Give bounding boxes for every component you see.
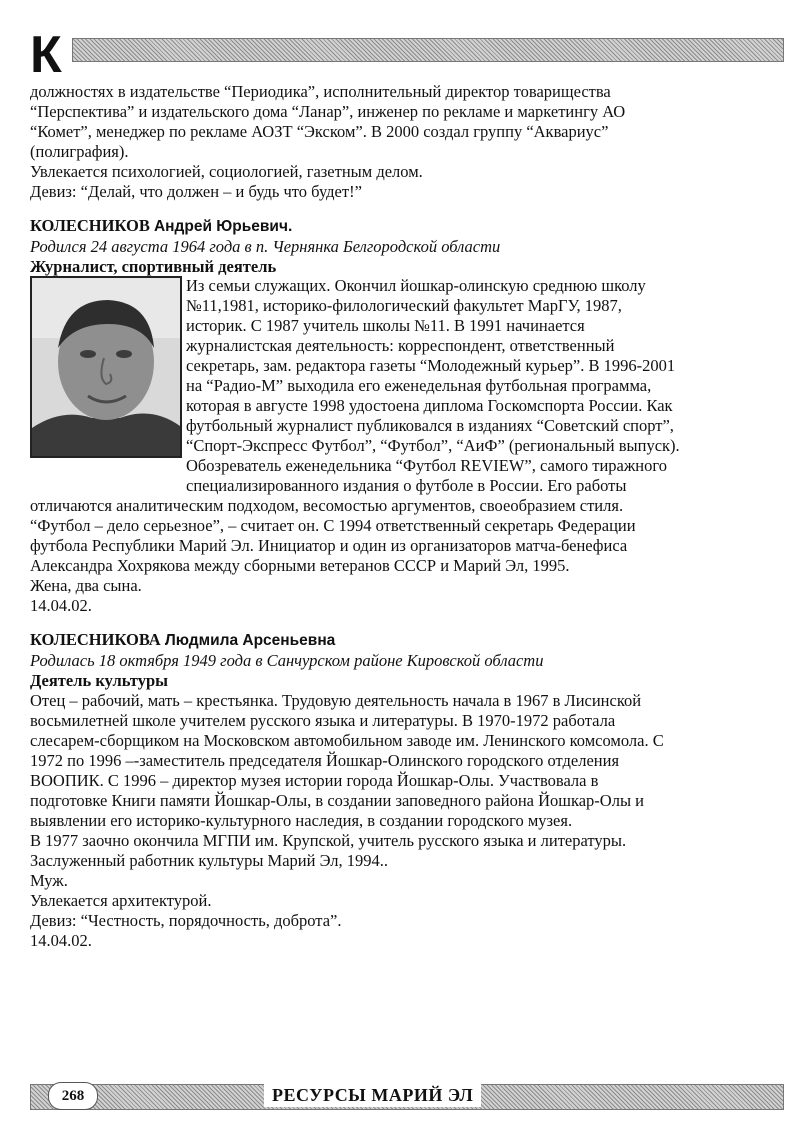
occupation: Деятель культуры — [30, 671, 169, 690]
occupation: Журналист, спортивный деятель — [30, 257, 277, 276]
entry-kolesnikov-bio-wrapped — [186, 276, 782, 496]
text-line: которая в августе 1998 удостоена диплома Госкомспорта России. Как — [186, 396, 673, 415]
text-line: подготовке Книги памяти Йошкар-Олы, в создании заповедного района Йошкар-Олы и — [30, 791, 644, 810]
text-line: отличаются аналитическим подходом, весомостью аргументов, своеобразием стиля. — [30, 496, 624, 515]
entry-kolesnikova — [30, 630, 770, 951]
text-line: должностях в издательстве “Периодика”, исполнительный директор товарищества — [30, 82, 611, 101]
name-surname: КОЛЕСНИКОВА — [30, 630, 161, 649]
text-line: Александра Хохрякова между сборными ветеранов СССР и Марий Эл, 1995. — [30, 556, 570, 575]
person-name — [30, 216, 770, 237]
entry-date: 14.04.02. — [30, 931, 92, 950]
entry-kolesnikov-header — [30, 216, 770, 277]
text-line: восьмилетней школе учителем русского языка и литературы. В 1970-1972 работала — [30, 711, 616, 730]
text-line: Из семьи служащих. Окончил йошкар-олинскую среднюю школу — [186, 276, 646, 295]
intro-text — [30, 82, 770, 202]
text-line: №11,1981, историко-филологический факультет МарГУ, 1987, — [186, 296, 622, 315]
birth-info: Родилась 18 октября 1949 года в Санчурском районе Кировской области — [30, 651, 544, 670]
page-footer — [30, 1082, 782, 1110]
text-line: ВООПИК. С 1996 – директор музея истории города Йошкар-Олы. Участвовала в — [30, 771, 599, 790]
portrait-image — [32, 278, 180, 456]
text-line: “Спорт-Экспресс Футбол”, “Футбол”, “АиФ” (региональный выпуск). — [186, 436, 680, 455]
text-line: “Перспектива” и издательского дома “Ланар”, инженер по рекламе и маркетингу АО — [30, 102, 626, 121]
person-name — [30, 630, 770, 651]
text-line: футбола Республики Марий Эл. Инициатор и один из организаторов матча-бенефиса — [30, 536, 628, 555]
text-line: Девиз: “Честность, порядочность, доброта”. — [30, 911, 342, 930]
text-line: выявлении его историко-культурного наследия, в создании городского музея. — [30, 811, 573, 830]
birth-info: Родился 24 августа 1964 года в п. Чернянка Белгородской области — [30, 237, 501, 256]
section-letter: К — [30, 26, 62, 84]
text-line: Увлекается психологией, социологией, газетным делом. — [30, 162, 423, 181]
text-line: Обозреватель еженедельника “Футбол REVIEW”, самого тиражного — [186, 456, 667, 475]
text-line: слесарем-сборщиком на Московском автомобильном заводе им. Ленинского комсомола. С — [30, 731, 664, 750]
text-line: Муж. — [30, 871, 68, 890]
entry-date: 14.04.02. — [30, 596, 92, 615]
text-line: Отец – рабочий, мать – крестьянка. Трудовую деятельность начала в 1967 в Лисинской — [30, 691, 642, 710]
text-line: (полиграфия). — [30, 142, 129, 161]
section-header — [30, 26, 782, 84]
text-line: “Комет”, менеджер по рекламе АОЗТ “Экском”. В 2000 создал группу “Аквариус” — [30, 122, 609, 141]
text-line: на “Радио-М” выходила его еженедельная футбольная программа, — [186, 376, 652, 395]
text-line: специализированного издания о футболе в России. Его работы — [186, 476, 627, 495]
text-line: 1972 по 1996 –-заместитель председателя Йошкар-Олинского городского отделения — [30, 751, 620, 770]
text-line: Заслуженный работник культуры Марий Эл, 1994.. — [30, 851, 388, 870]
text-line: Увлекается архитектурой. — [30, 891, 212, 910]
entry-kolesnikov-bio — [30, 496, 770, 616]
text-line: Девиз: “Делай, что должен – и будь что будет!” — [30, 182, 362, 201]
name-surname: КОЛЕСНИКОВ — [30, 216, 150, 235]
portrait-photo — [30, 276, 182, 458]
text-line: историк. С 1987 учитель школы №11. В 1991 начинается — [186, 316, 585, 335]
header-decorative-bar — [72, 38, 784, 62]
name-given: Людмила Арсеньевна — [164, 632, 336, 649]
text-line: журналистская деятельность: корреспондент, ответственный — [186, 336, 615, 355]
text-line: секретарь, зам. редактора газеты “Молодежный курьер”. В 1996-2001 — [186, 356, 676, 375]
text-line: Жена, два сына. — [30, 576, 142, 595]
name-given: Андрей Юрьевич. — [153, 218, 293, 235]
page-number: 268 — [48, 1082, 98, 1110]
text-line: В 1977 заочно окончила МГПИ им. Крупской, учитель русского языка и литературы. — [30, 831, 627, 850]
text-line: “Футбол – дело серьезное”, – считает он. С 1994 ответственный секретарь Федерации — [30, 516, 636, 535]
footer-title: РЕСУРСЫ МАРИЙ ЭЛ — [264, 1083, 481, 1107]
text-line: футбольный журналист публиковался в изданиях “Советский спорт”, — [186, 416, 674, 435]
